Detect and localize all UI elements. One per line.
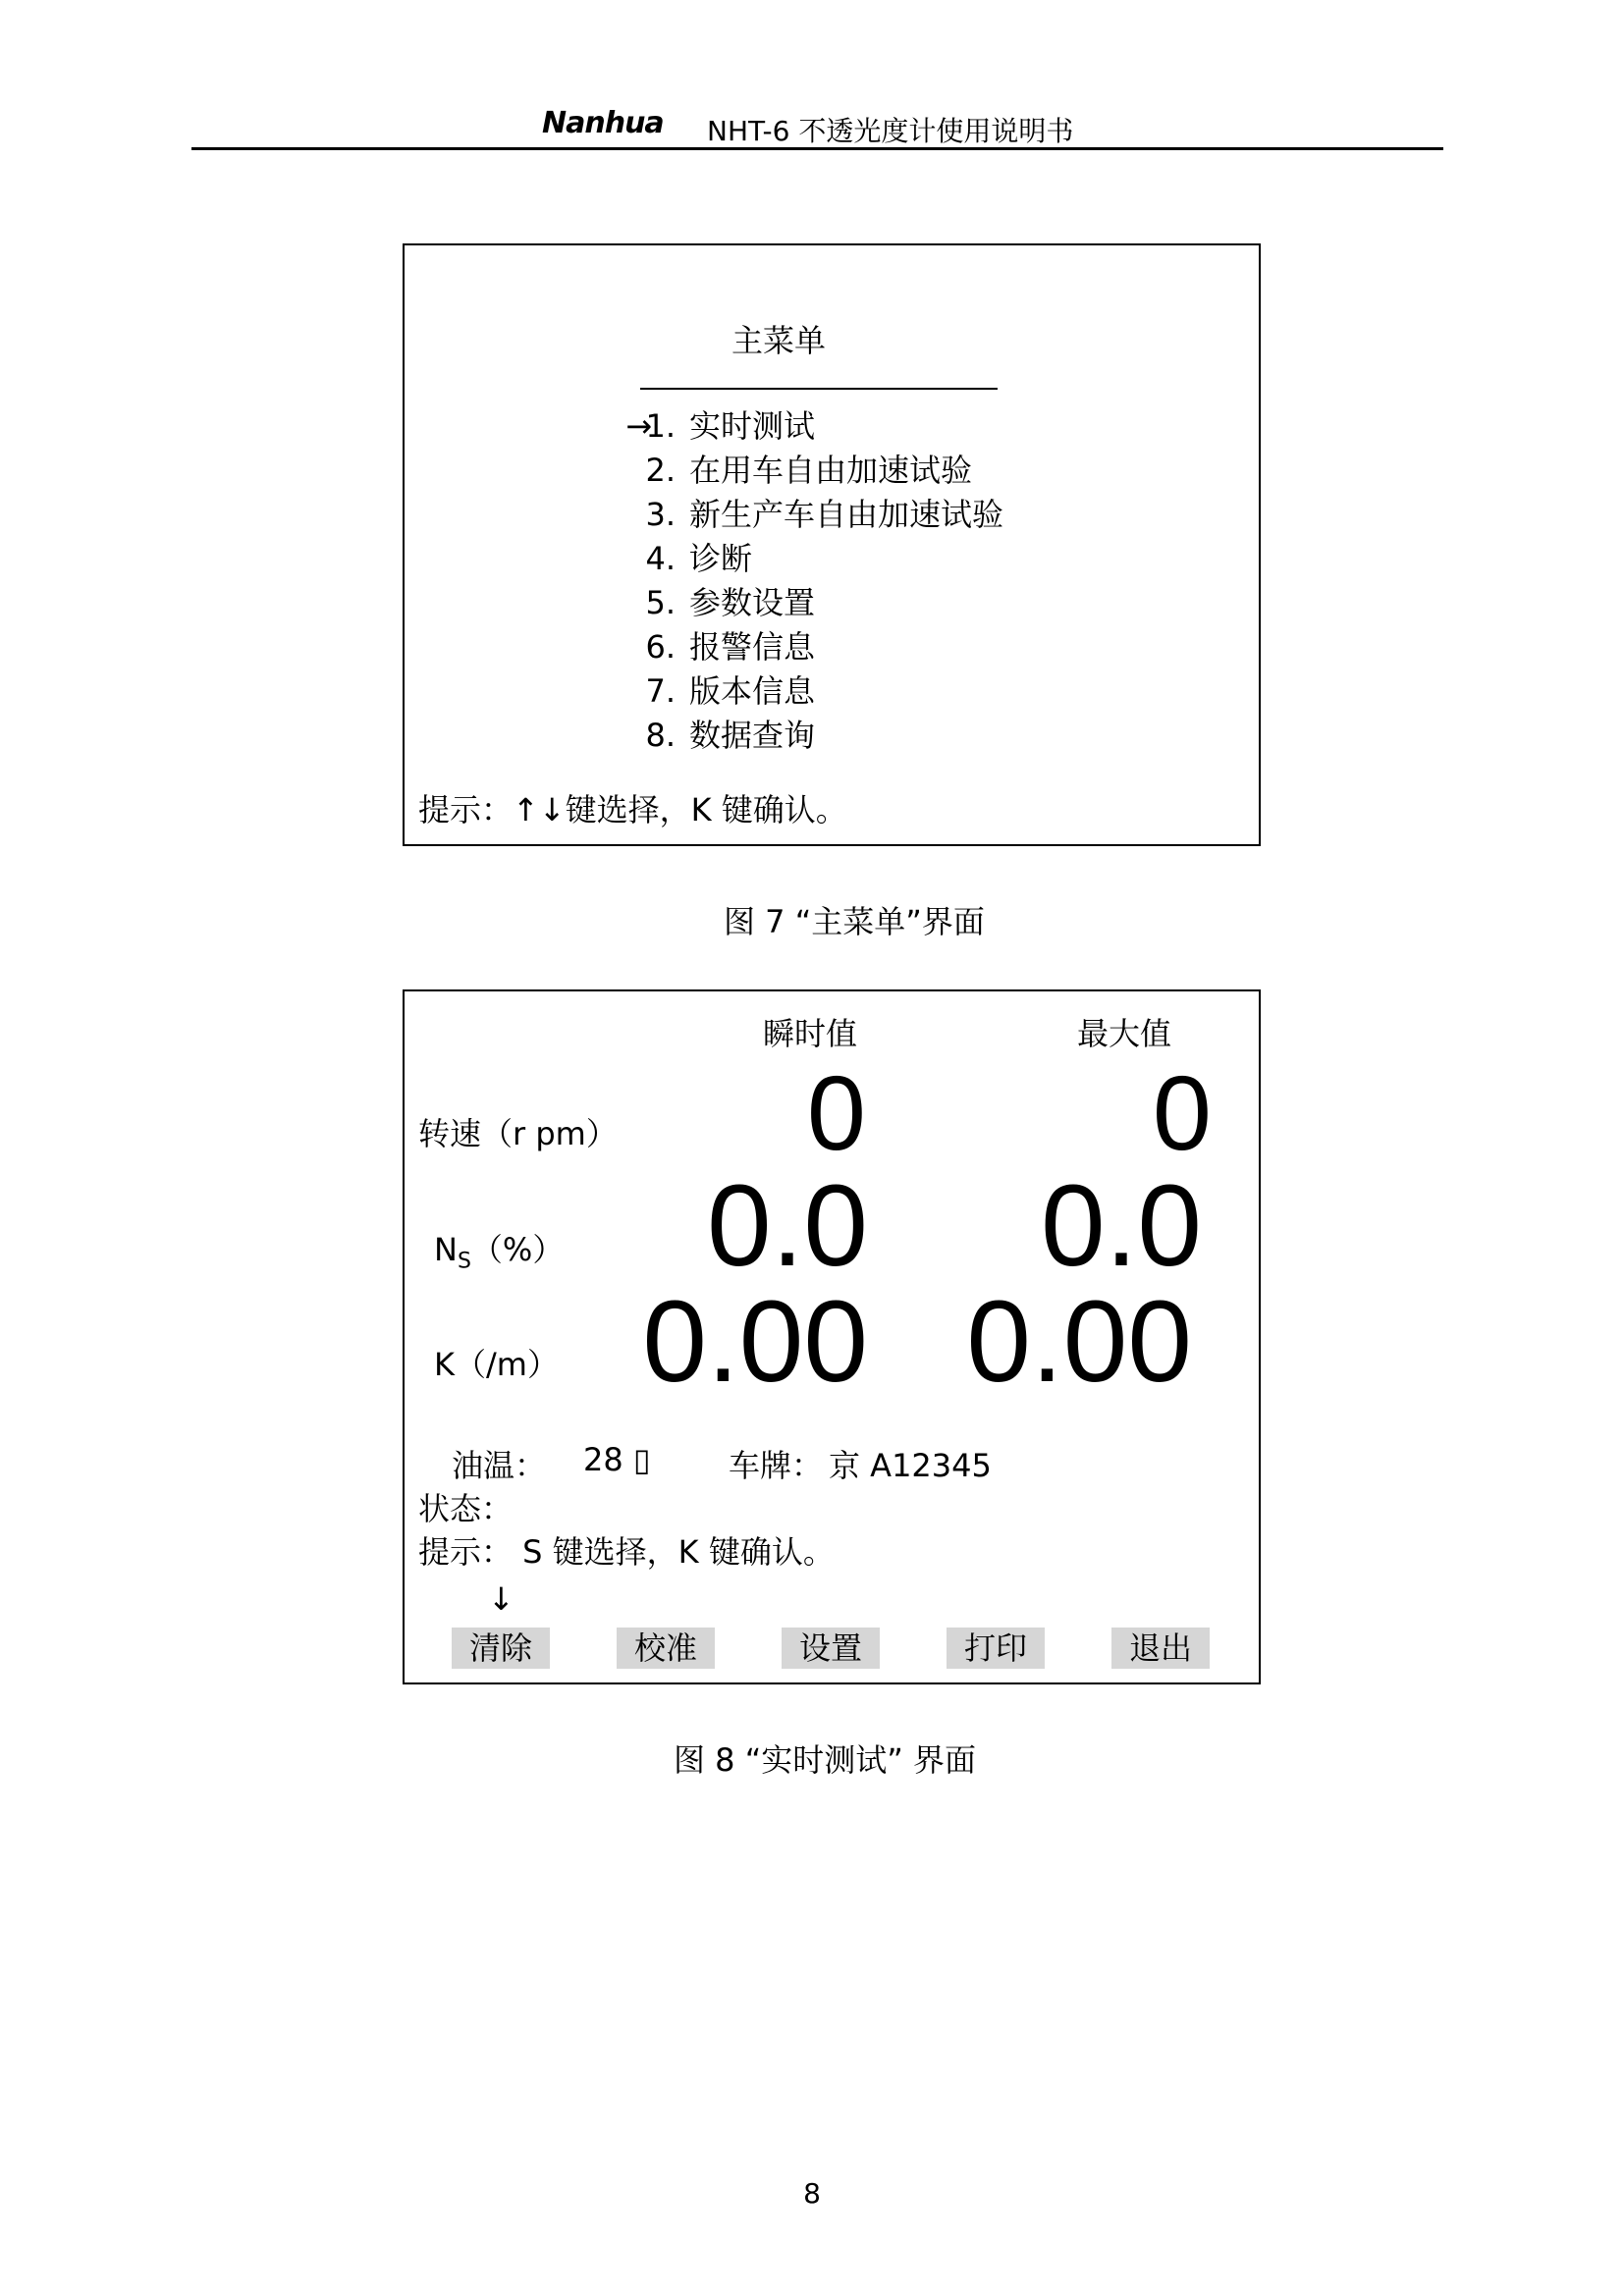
main-menu-screen [403, 243, 1261, 846]
menu-item-realtime-test[interactable] [611, 404, 1003, 449]
menu-item-number: 1. [645, 407, 676, 445]
column-header-max: 最大值 [1077, 1015, 1172, 1052]
menu-list [611, 404, 1003, 758]
menu-item-number: 6. [645, 628, 676, 666]
settings-button[interactable]: 设置 [782, 1628, 880, 1669]
rpm-instant-value: 0 [806, 1053, 866, 1172]
menu-item-version-info[interactable] [611, 669, 1003, 714]
k-max-value: 0.00 [966, 1277, 1192, 1407]
ns-label-unit: （%） [470, 1231, 565, 1268]
menu-hint: 提示：↑↓键选择，K 键确认。 [418, 791, 847, 828]
clear-button[interactable]: 清除 [452, 1628, 550, 1669]
k-label: K（/m） [434, 1346, 559, 1383]
plate-value: 京 A12345 [829, 1447, 992, 1484]
ns-label-main: N [434, 1231, 458, 1268]
menu-item-new-vehicle-free-accel[interactable] [611, 493, 1003, 537]
print-button[interactable]: 打印 [947, 1628, 1045, 1669]
menu-item-alarm-info[interactable] [611, 625, 1003, 669]
rpm-max-value: 0 [1152, 1053, 1212, 1172]
menu-item-number: 2. [645, 452, 676, 489]
ns-max-value: 0.0 [1040, 1161, 1202, 1291]
menu-item-label: 在用车自由加速试验 [689, 452, 973, 489]
menu-item-label: 诊断 [689, 540, 753, 577]
exit-button[interactable]: 退出 [1111, 1628, 1210, 1669]
ns-label-subscript: S [457, 1249, 471, 1274]
menu-item-number: 5. [645, 584, 676, 621]
figure-8-caption: 图 8 “实时测试” 界面 [674, 1741, 977, 1779]
menu-item-label: 数据查询 [689, 717, 816, 754]
menu-item-number: 3. [645, 496, 676, 533]
status-label: 状态： [418, 1490, 514, 1527]
rpm-label: 转速（r pm） [418, 1115, 618, 1152]
ns-instant-value: 0.0 [706, 1161, 868, 1291]
page-header [0, 106, 1624, 145]
menu-item-label: 实时测试 [689, 407, 816, 445]
menu-item-data-query[interactable] [611, 714, 1003, 758]
oil-temp-value: 28 ▯ [583, 1441, 651, 1478]
plate-label: 车牌： [729, 1447, 824, 1484]
menu-item-parameter-settings[interactable] [611, 581, 1003, 625]
k-instant-value: 0.00 [642, 1277, 868, 1407]
menu-item-number: 8. [645, 717, 676, 754]
menu-item-label: 新生产车自由加速试验 [689, 496, 1004, 533]
menu-item-label: 版本信息 [689, 672, 816, 710]
menu-item-in-use-free-accel[interactable] [611, 449, 1003, 493]
button-selector-arrow-icon: ↓ [488, 1580, 514, 1618]
menu-item-diagnosis[interactable] [611, 537, 1003, 581]
column-header-instant: 瞬时值 [763, 1015, 858, 1052]
header-rule [191, 147, 1443, 150]
realtime-hint: 提示： S 键选择，K 键确认。 [418, 1533, 835, 1571]
menu-title: 主菜单 [731, 322, 827, 359]
realtime-test-screen [403, 989, 1261, 1684]
figure-7-caption: 图 7 “主菜单”界面 [724, 903, 985, 940]
menu-item-number: 7. [645, 672, 676, 710]
selection-arrow-icon: → [625, 407, 652, 445]
menu-item-label: 参数设置 [689, 584, 816, 621]
menu-item-number: 4. [645, 540, 676, 577]
menu-item-label: 报警信息 [689, 628, 816, 666]
menu-title-rule [640, 388, 998, 390]
page-number: 8 [803, 2177, 821, 2210]
calibrate-button[interactable]: 校准 [617, 1628, 715, 1669]
manual-title: NHT-6 不透光度计使用说明书 [707, 115, 1074, 147]
ns-label [434, 1225, 564, 1273]
brand-logo: Nanhua [542, 106, 664, 140]
oil-temp-label: 油温： [452, 1447, 547, 1484]
